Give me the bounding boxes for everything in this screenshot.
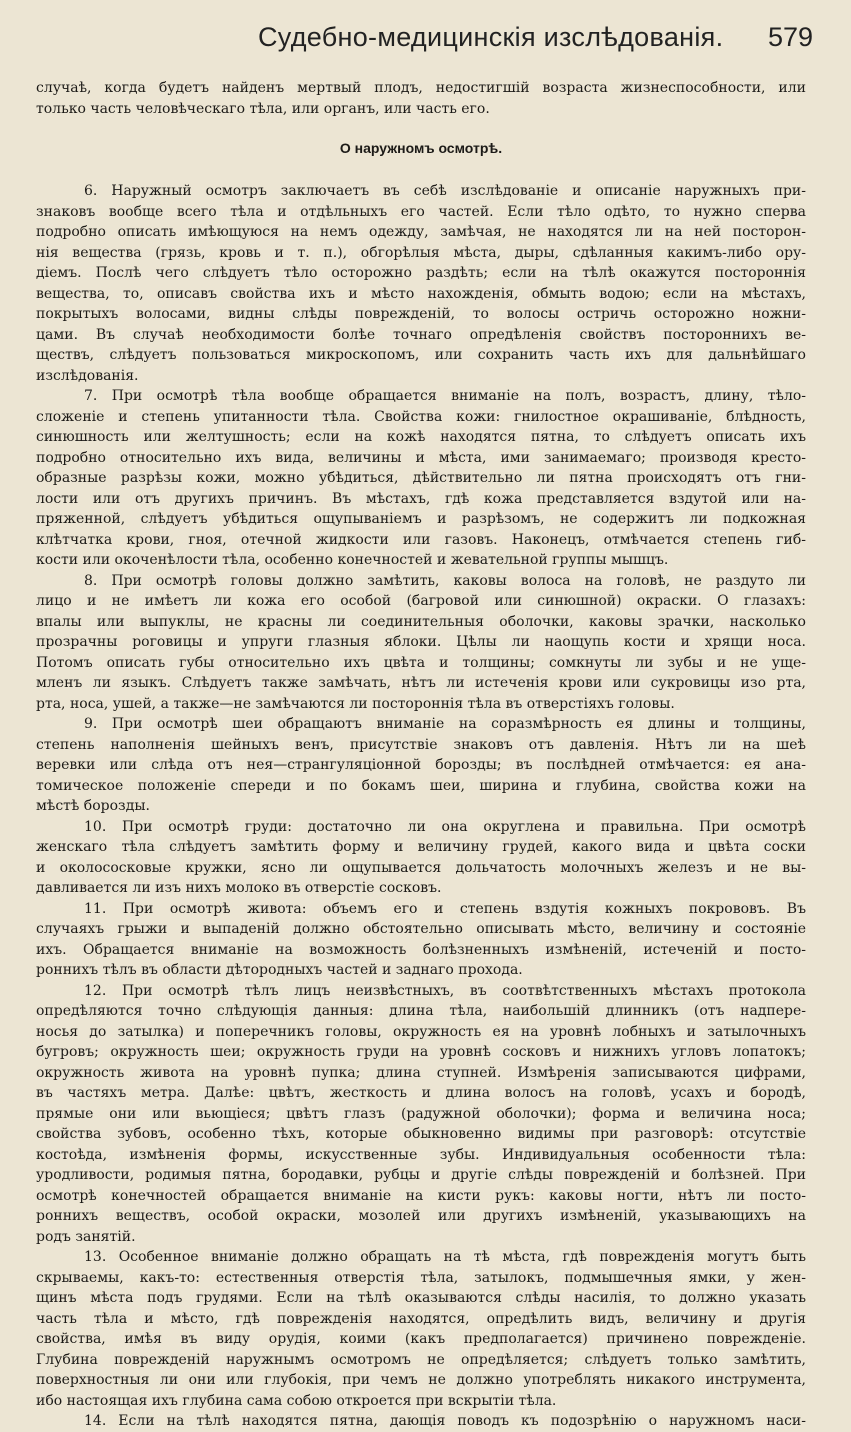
paragraph-line: поверхностныя ли они или глубокія, при чемъ не должно употреблять никакого инструмента, [36, 1372, 806, 1388]
paragraph-line: 6. Наружный осмотръ заключаетъ въ себѣ изслѣдованіе и описаніе наружныхъ при- [84, 183, 806, 199]
paragraph-line: носья до затылка) и поперечникъ головы, окружность ея на уровнѣ лобныхъ и затылочныхъ [36, 1023, 806, 1040]
paragraph-line: 12. При осмотрѣ тѣлъ лицъ неизвѣстныхъ, въ соотвѣтственныхъ мѣстахъ протокола [84, 982, 806, 999]
paragraph-line: ибо настоящая ихъ глубина сама собою откроется при вскрытіи тѣла. [36, 1392, 557, 1409]
paragraph-line: томическое положеніе спереди и по бокамъ шеи, ширина и глубина, свойства кожи на [36, 777, 806, 794]
paragraph-line: роннихъ тѣлъ въ области дѣтородныхъ частей и заднаго прохода. [36, 962, 523, 978]
intro-line: только часть человѣческаго тѣла, или органъ, или часть его. [36, 100, 490, 117]
paragraph-line: лости или отъ другихъ причинъ. Въ мѣстахъ, гдѣ кожа представляется вздутой или на- [36, 490, 806, 507]
page-header [28, 22, 823, 62]
paragraph-line: давливается ли изъ нихъ молоко въ отверстіе сосковъ. [36, 880, 442, 896]
running-title: Судебно-медицинскія изслѣдованія. [258, 22, 724, 52]
paragraph-line: и околососковые кружки, ясно ли ощупывается дольчатость молочныхъ железъ и не вы- [36, 859, 806, 876]
paragraph-line: 13. Особенное вниманіе должно обращать на тѣ мѣста, гдѣ поврежденія могутъ быть [84, 1249, 806, 1265]
paragraph-line: роннихъ веществъ, особой окраски, мозолей или другихъ измѣненій, указывающихъ на [36, 1208, 806, 1224]
section-heading: О наружномъ осмотрѣ. [339, 140, 503, 156]
intro-line: случаѣ, когда будетъ найденъ мертвый плодъ, недостигшій возраста жизнеспособности, или [36, 80, 806, 96]
paragraph-line: образные разрѣзы кожи, можно убѣдиться, дѣйствительно ли пятна происходятъ отъ гни- [36, 470, 806, 486]
paragraph-line: 7. При осмотрѣ тѣла вообще обращается вниманіе на полъ, возрастъ, длину, тѣло- [84, 388, 806, 404]
paragraph-line: въ частяхъ метра. Далѣе: цвѣтъ, жесткость и длина волосъ на головѣ, усахъ и бородѣ, [36, 1085, 806, 1101]
paragraph-line: синюшность или желтушность; если на кожѣ находятся пятна, то слѣдуетъ описать ихъ [36, 429, 806, 445]
paragraph-line: мленъ ли языкъ. Слѣдуетъ также замѣчать, нѣтъ ли истеченія крови или сукровицы изо рта, [36, 675, 806, 691]
paragraph-line: подробно описать имѣющуюся на немъ одежду, замѣчая, не находятся ли на ней посторон- [36, 224, 806, 240]
paragraph-line: мѣстѣ борозды. [36, 798, 150, 814]
paragraph-line: 8. При осмотрѣ головы должно замѣтить, каковы волоса на головѣ, не раздуто ли [84, 572, 806, 589]
paragraph-line: окружность живота на уровнѣ пупка; длина ступней. Измѣренія записываются цифрами, [36, 1064, 806, 1081]
paragraph-line: впалы или выпуклы, не красны ли соединительныя оболочки, каковы зрачки, насколько [36, 613, 806, 630]
paragraph-line: діемъ. Послѣ чего слѣдуетъ тѣло осторожно раздѣть; если на тѣлѣ окажутся постороннія [36, 265, 806, 281]
paragraph-line: сложеніе и степень упитанности тѣла. Свойства кожи: гнилостное окрашиваніе, блѣдность, [36, 408, 806, 425]
paragraph-line: 14. Если на тѣлѣ находятся пятна, дающія поводъ къ подозрѣнію о наружномъ наси- [84, 1413, 806, 1429]
paragraph-line: Потомъ описать губы относительно ихъ цвѣта и толщины; сомкнуты ли зубы и не уще- [36, 654, 806, 671]
paragraph-line: степень наполненія шейныхъ венъ, присутствіе знаковъ отъ давленія. Нѣтъ ли на шеѣ [36, 736, 806, 753]
paragraph-line: 11. При осмотрѣ живота: объемъ его и степень вздутія кожныхъ покрововъ. Въ [84, 900, 806, 917]
paragraph-line: родъ занятій. [36, 1228, 136, 1245]
paragraph-line: веревки или слѣда отъ нея—странгуляціонной борозды; въ послѣдней отмѣчается: ея ана- [36, 757, 806, 773]
paragraph-line: 9. При осмотрѣ шеи обращаютъ вниманіе на соразмѣрность ея длины и толщины, [84, 716, 806, 732]
paragraph-line: свойства зубовъ, особенно тѣхъ, которые обыкновенно видимы при разговорѣ: отсутствіе [36, 1126, 806, 1142]
paragraph-line: ществъ, слѣдуетъ пользоваться микроскопомъ, или сохранить часть ихъ для дальнѣйшаго [36, 347, 806, 363]
paragraph-line: покрытыхъ волосами, видны слѣды поврежденій, то волосы остричь осторожно ножни- [36, 306, 806, 322]
paragraph-line: 10. При осмотрѣ груди: достаточно ли она округлена и правильна. При осмотрѣ [84, 818, 806, 835]
paragraph-line: кости или окоченѣлости тѣла, особенно конечностей и жевательной группы мышцъ. [36, 552, 669, 568]
paragraph-line: прозрачны роговицы и упруги глазныя яблоки. Цѣлы ли наощупь кости и хрящи носа. [36, 634, 806, 650]
paragraph-line: женскаго тѣла слѣдуетъ замѣтить форму и величину грудей, какого вида и цвѣта соски [36, 839, 806, 855]
paragraph-line: случаяхъ грыжи и выпаденій должно обстоятельно описывать мѣсто, величину и состояніе [36, 921, 806, 937]
paragraph-line: скрываемы, какъ-то: естественныя отверстія тѣла, затылокъ, подмышечныя ямки, у жен- [36, 1269, 806, 1286]
paragraph-line: лицо и не имѣетъ ли кожа его особой (багровой или синюшной) окраски. О глазахъ: [36, 593, 806, 609]
paragraph-line: клѣтчатка крови, гноя, отечной жидкости или газовъ. Наконецъ, отмѣчается степень гиб- [36, 531, 806, 548]
paragraph-line: знаковъ вообще всего тѣла и отдѣльныхъ его частей. Если тѣло одѣто, то нужно сперва [36, 203, 806, 220]
text-body [36, 78, 806, 1432]
paragraph-line: рта, носа, ушей, а также—не замѣчаются ли постороннія тѣла въ отверстіяхъ головы. [36, 695, 675, 712]
paragraph-line: опредѣляются точно слѣдующія данныя: длина тѣла, наибольшій длинникъ (отъ надпере- [36, 1003, 806, 1019]
paragraph-line: уродливости, родимыя пятна, бородавки, рубцы и другіе слѣды поврежденій и болѣзней. При [36, 1167, 806, 1183]
paragraph-line: часть тѣла и мѣсто, гдѣ поврежденія находятся, опредѣлить видъ, величину и другія [36, 1310, 806, 1327]
paragraph-line: костоѣда, измѣненія формы, искусственные зубы. Индивидуальныя особенности тѣла: [36, 1146, 806, 1163]
page-number: 579 [767, 22, 813, 52]
paragraph-line: ихъ. Обращается вниманіе на возможность болѣзненныхъ измѣненій, истеченій и посто- [36, 941, 806, 958]
paragraph-line: щинъ мѣста подъ грудями. Если на тѣлѣ оказываются слѣды насилія, то должно указать [36, 1290, 806, 1306]
paragraph-line: пряженной, слѣдуетъ убѣдиться ощупываніемъ и разрѣзомъ, не содержитъ ли подкожная [36, 511, 806, 527]
paragraph-line: прямые они или вьющіеся; цвѣтъ глазъ (радужной оболочки); форма и величина носа; [36, 1105, 806, 1122]
paragraph-line: подробно относительно ихъ вида, величины и мѣста, ими занимаемаго; производя кресто- [36, 449, 806, 466]
paragraph-line: свойства, имѣя въ виду орудія, коими (какъ предполагается) причинено поврежденіе. [36, 1331, 806, 1347]
paragraph-line: Глубина поврежденій наружнымъ осмотромъ не опредѣляется; слѣдуетъ только замѣтить, [36, 1351, 806, 1368]
paragraph-line: нія вещества (грязь, кровь и т. п.), обгорѣлыя мѣста, дыры, сдѣланныя какимъ-либо ору- [36, 244, 806, 261]
paragraph-line: осмотрѣ конечностей обращается вниманіе на кисти рукъ: каковы ногти, нѣтъ ли посто- [36, 1187, 806, 1204]
paragraph-line: цами. Въ случаѣ необходимости болѣе точнаго опредѣленія свойствъ постороннихъ ве- [36, 326, 806, 343]
paragraph-line: бугровъ; окружность шеи; окружность груди на уровнѣ сосковъ и нижнихъ угловъ лопатокъ; [36, 1044, 806, 1060]
paragraph-line: вещества, то, описавъ свойства ихъ и мѣсто нахожденія, обмыть водою; если на мѣстахъ, [36, 285, 806, 302]
paragraph-line: изслѣдованія. [36, 367, 139, 384]
